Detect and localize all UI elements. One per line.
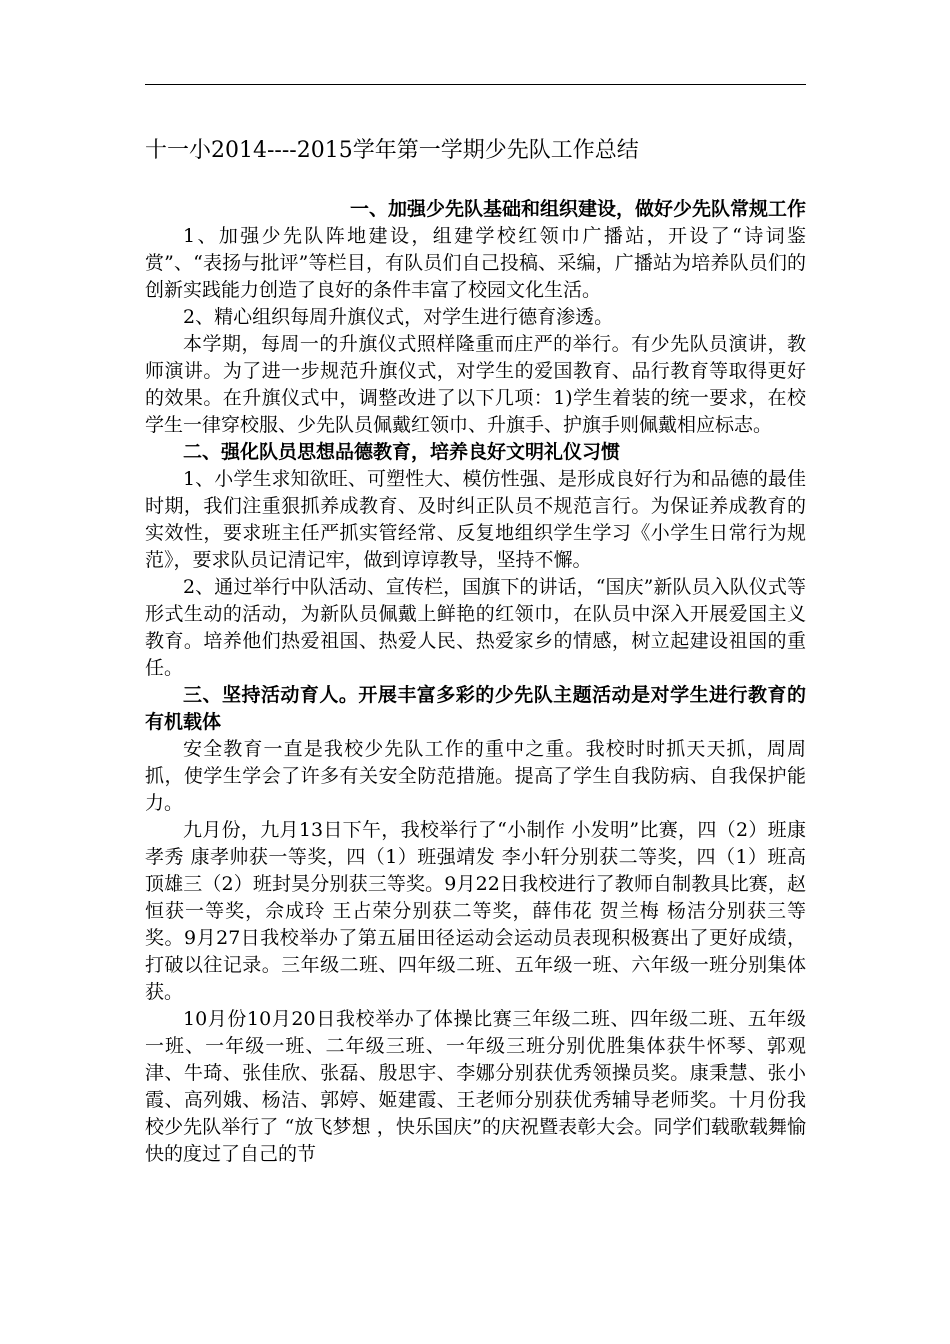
section-heading-3: 三、坚持活动育人。开展丰富多彩的少先队主题活动是对学生进行教育的有机载体 bbox=[145, 684, 806, 733]
body-paragraph: 安全教育一直是我校少先队工作的重中之重。我校时时抓天天抓，周周抓，使学生学会了许多有关安全防范措施。提高了学生自我防病、自我保护能力。 bbox=[145, 738, 806, 814]
document-title: 十一小2014----2015学年第一学期少先队工作总结 bbox=[145, 138, 639, 163]
body-paragraph: 1、小学生求知欲旺、可塑性大、模仿性强、是形成良好行为和品德的最佳时期，我们注重狠抓养成教育、及时纠正队员不规范言行。为保证养成教育的实效性，要求班主任严抓实管经常、反复地组织学生学习《小学生日常行为规范》，要求队员记清记牢，做到谆谆教导，坚持不懈。 bbox=[145, 468, 806, 571]
section-heading-1: 一、加强少先队基础和组织建设，做好少先队常规工作 bbox=[349, 198, 806, 220]
body-paragraph: 本学期，每周一的升旗仪式照样隆重而庄严的举行。有少先队员演讲，教师演讲。为了进一步规范升旗仪式，对学生的爱国教育、品行教育等取得更好的效果。在升旗仪式中，调整改进了以下几项：1)学生着装的统一要求，在校学生一律穿校服、少先队员佩戴红领巾、升旗手、护旗手则佩戴相应标志。 bbox=[145, 333, 806, 436]
document-body bbox=[145, 196, 806, 1168]
body-paragraph: 九月份，九月13日下午，我校举行了“小制作 小发明”比赛，四（2）班康孝秀 康孝帅获一等奖，四（1）班强靖发 李小轩分别获二等奖，四（1）班高顶雄三（2）班封昊分别获三等奖。9月22日我校进行了教师自制教具比赛，赵恒获一等奖，佘成玲 王占荣分别获二等奖，薛伟花 贺兰梅 杨洁分别获三等奖。9月27日我校举办了第五届田径运动会运动员表现积极赛出了更好成绩，打破以往记录。三年级二班、四年级二班、五年级一班、六年级一班分别集体获。 bbox=[145, 819, 806, 1003]
body-paragraph: 2、通过举行中队活动、宣传栏，国旗下的讲话，“国庆”新队员入队仪式等形式生动的活动，为新队员佩戴上鲜艳的红领巾，在队员中深入开展爱国主义教育。培养他们热爱祖国、热爱人民、热爱家乡的情感，树立起建设祖国的重任。 bbox=[145, 576, 806, 679]
section-heading-2: 二、强化队员思想品德教育，培养良好文明礼仪习惯 bbox=[183, 441, 621, 463]
body-paragraph: 2、精心组织每周升旗仪式，对学生进行德育渗透。 bbox=[183, 306, 614, 328]
body-paragraph: 1、加强少先队阵地建设，组建学校红领巾广播站，开设了“诗词鉴赏”、“表扬与批评”等栏目，有队员们自己投稿、采编，广播站为培养队员们的创新实践能力创造了良好的条件丰富了校园文化生活。 bbox=[145, 225, 806, 301]
header-rule bbox=[145, 84, 806, 85]
body-paragraph: 10月份10月20日我校举办了体操比赛三年级二班、四年级二班、五年级一班、一年级一班、二年级三班、一年级三班分别优胜集体获牛怀琴、郭观津、牛琦、张佳欣、张磊、殷思宇、李娜分别获优秀领操员奖。康秉慧、张小霞、高列娥、杨洁、郭婷、姬建霞、王老师分别获优秀辅导老师奖。十月份我校少先队举行了 “放飞梦想 ，快乐国庆”的庆祝暨表彰大会。同学们载歌载舞愉快的度过了自己的节 bbox=[145, 1008, 806, 1165]
